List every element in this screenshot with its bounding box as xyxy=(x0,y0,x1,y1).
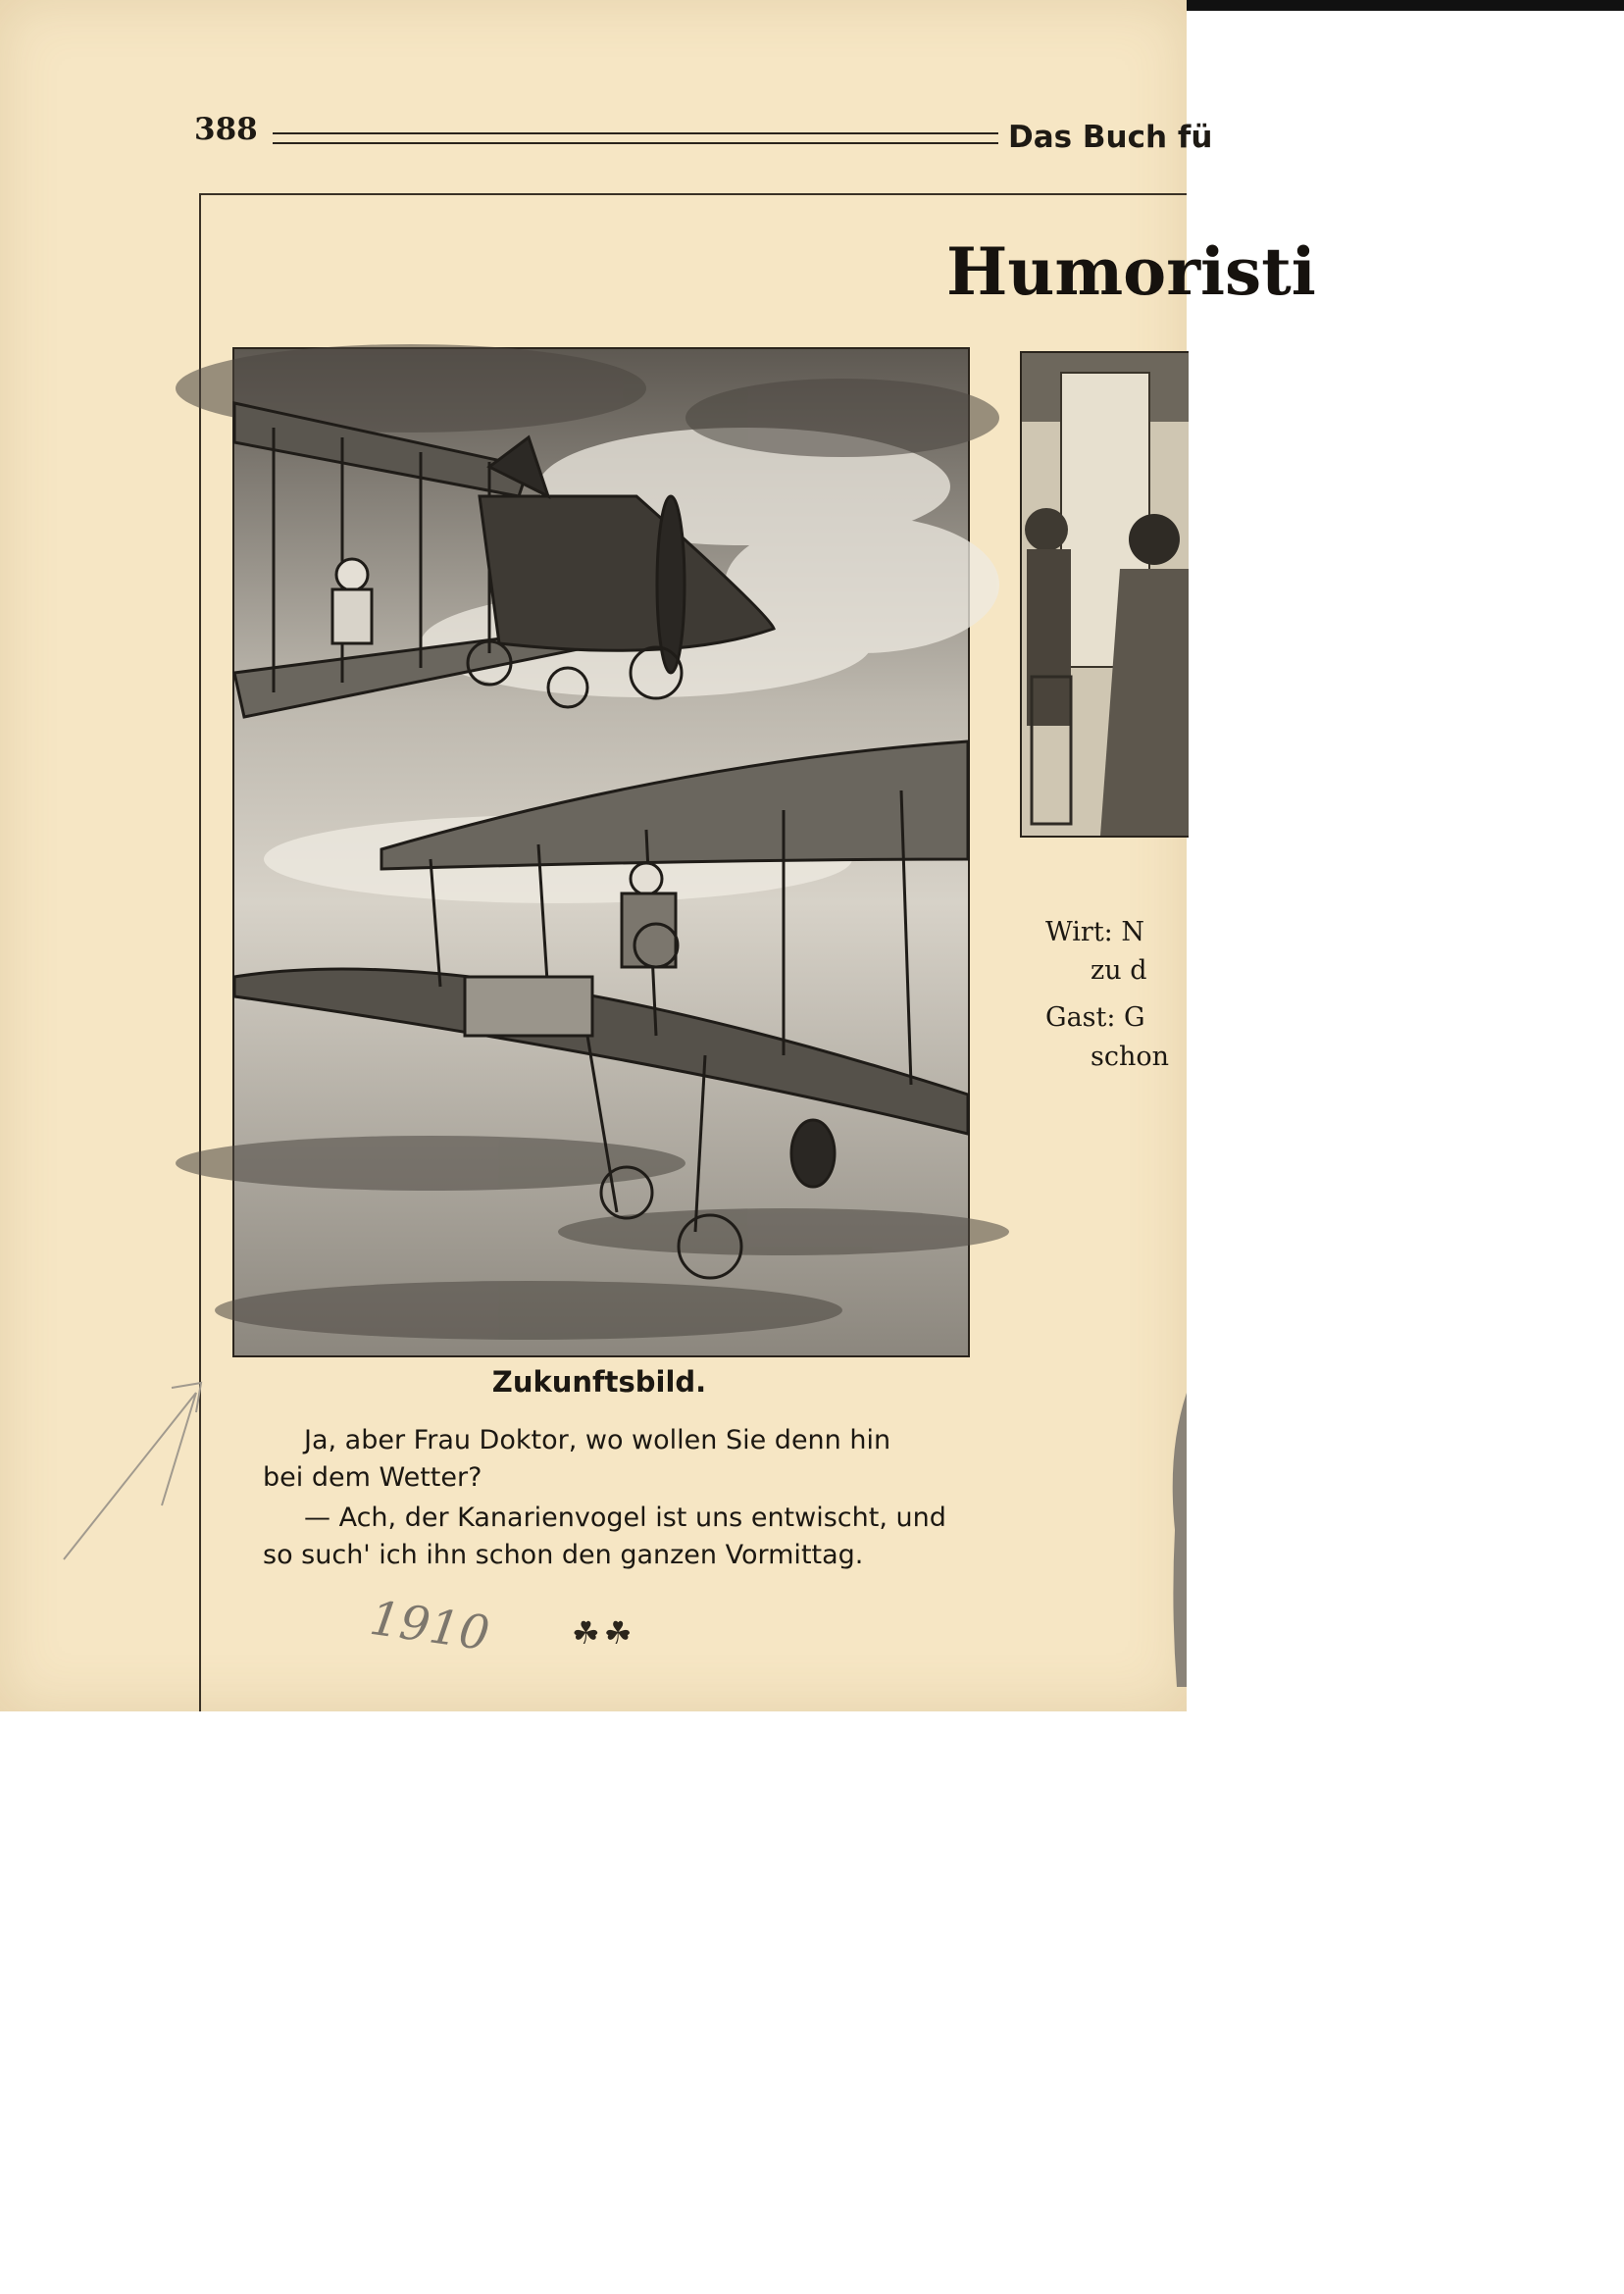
caption-line-4: so such' ich ihn schon den ganzen Vormittag. xyxy=(263,1540,864,1570)
header-rule-top xyxy=(273,132,998,134)
cartoon-title: Zukunftsbild. xyxy=(491,1365,707,1399)
dialogue-wirt: Wirt: N xyxy=(1045,917,1144,947)
scan-top-edge-right xyxy=(1162,6,1624,11)
page-number: 388 xyxy=(194,112,258,147)
running-head: Das Buch fü xyxy=(1008,120,1213,155)
caption-line-1: Ja, aber Frau Doktor, wo wollen Sie denn hin xyxy=(304,1425,891,1455)
biplane-drawing xyxy=(234,349,968,1355)
handwritten-year: 1910 xyxy=(366,1590,493,1662)
dialogue-wirt-cont: zu d xyxy=(1091,955,1147,986)
ornament-glyphs: ☘☘ xyxy=(572,1614,636,1652)
interior-scene-drawing xyxy=(1022,353,1189,836)
header-rule-bottom xyxy=(273,142,998,144)
dialogue-gast: Gast: G xyxy=(1045,1002,1145,1033)
section-title: Humoristi xyxy=(946,233,1316,310)
dialogue-gast-cont: schon xyxy=(1091,1042,1170,1072)
caption-line-2: bei dem Wetter? xyxy=(263,1462,482,1493)
partial-figure-edge xyxy=(1167,1393,1187,1687)
biplane-illustration xyxy=(232,347,970,1357)
frame-top-border xyxy=(201,193,1187,195)
pencil-arrow-mark xyxy=(54,1368,211,1564)
second-illustration-partial xyxy=(1020,351,1189,838)
caption-line-3: — Ach, der Kanarienvogel ist uns entwischt, und xyxy=(304,1503,946,1533)
